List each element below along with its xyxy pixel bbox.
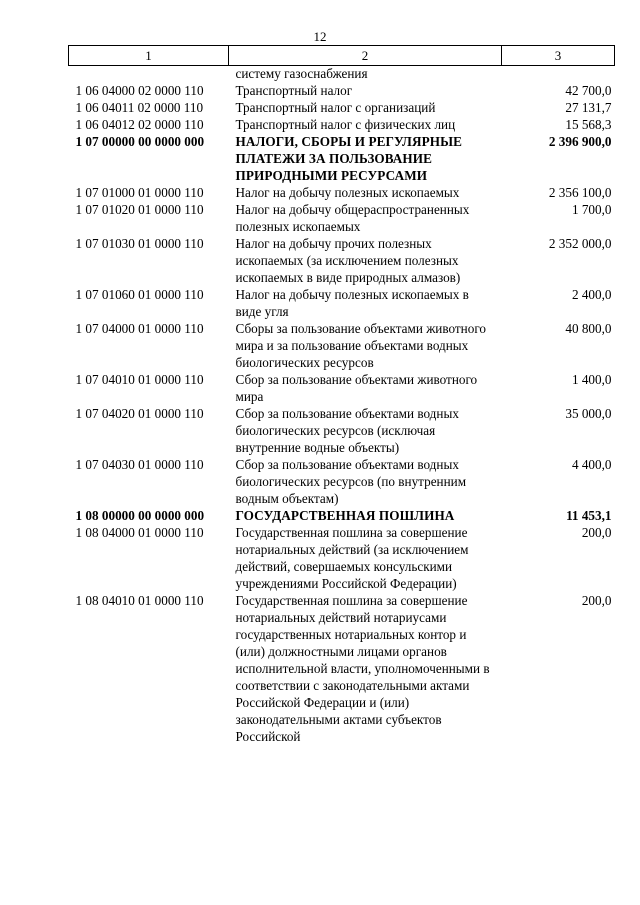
table-row	[69, 99, 615, 116]
row-code-cell: 1 07 04000 01 0000 110	[75, 321, 204, 336]
row-name-cell: НАЛОГИ, СБОРЫ И РЕГУЛЯРНЫЕ ПЛАТЕЖИ ЗА ПОЛЬЗОВАНИЕ ПРИРОДНЫМИ РЕСУРСАМИ	[235, 134, 463, 183]
column-header-code: 1	[69, 46, 229, 66]
row-amount-cell	[502, 66, 615, 83]
table-row	[69, 116, 615, 133]
row-code-cell: 1 07 00000 00 0000 000	[75, 134, 205, 149]
row-name-cell: Государственная пошлина за совершение нотариальных действий нотариусами государственных нотариальных контор и (или) должностными лицами органов исполнительной власти, уполномоченными в соответствии с законодательными актами Российской Федерации и (или) законодательными актами субъектов Российской	[235, 593, 490, 744]
table-header-row	[69, 46, 615, 66]
row-code-cell: 1 08 04010 01 0000 110	[75, 593, 204, 608]
row-name-cell: Налог на добычу полезных ископаемых	[235, 185, 460, 200]
row-amount-cell: 42 700,0	[565, 83, 612, 98]
table-row	[69, 524, 615, 592]
row-code-cell: 1 07 01060 01 0000 110	[75, 287, 204, 302]
row-amount-cell: 1 400,0	[571, 372, 612, 387]
table-row	[69, 82, 615, 99]
row-name-cell: Транспортный налог с физических лиц	[235, 117, 456, 132]
row-code-cell: 1 06 04011 02 0000 110	[75, 100, 204, 115]
table-row	[69, 66, 615, 83]
row-name-cell: ГОСУДАРСТВЕННАЯ ПОШЛИНА	[235, 508, 455, 523]
row-amount-cell: 11 453,1	[566, 508, 612, 523]
row-name-cell: систему газоснабжения	[235, 66, 368, 81]
row-name-cell: Налог на добычу полезных ископаемых в виде угля	[235, 287, 469, 319]
row-code-cell: 1 07 01020 01 0000 110	[75, 202, 204, 217]
budget-revenue-table	[68, 45, 615, 745]
row-amount-cell: 4 400,0	[571, 457, 612, 472]
row-name-cell: Сборы за пользование объектами животного мира и за пользование объектами водных биологических ресурсов	[235, 321, 487, 370]
row-name-cell: Налог на добычу общераспространенных полезных ископаемых	[235, 202, 470, 234]
table-row	[69, 405, 615, 456]
row-name-cell: Сбор за пользование объектами водных биологических ресурсов (исключая внутренние водные объекты)	[235, 406, 459, 455]
row-code-cell: 1 07 01000 01 0000 110	[75, 185, 204, 200]
row-code-cell: 1 08 00000 00 0000 000	[75, 508, 205, 523]
row-name-cell: Сбор за пользование объектами водных биологических ресурсов (по внутренним водным объектам)	[235, 457, 467, 506]
row-amount-cell: 2 356 100,0	[548, 185, 612, 200]
column-header-amount: 3	[502, 46, 615, 66]
row-amount-cell: 15 568,3	[565, 117, 612, 132]
row-amount-cell: 1 700,0	[571, 202, 612, 217]
row-amount-cell: 2 396 900,0	[548, 134, 612, 149]
table-row	[69, 456, 615, 507]
table-row	[69, 371, 615, 405]
row-name-cell: Транспортный налог с организаций	[235, 100, 436, 115]
row-code-cell	[69, 66, 229, 83]
row-code-cell: 1 08 04000 01 0000 110	[75, 525, 204, 540]
page-number: 12	[313, 29, 327, 44]
row-code-cell: 1 07 01030 01 0000 110	[75, 236, 204, 251]
row-amount-cell: 40 800,0	[565, 321, 612, 336]
table-row	[69, 133, 615, 184]
row-code-cell: 1 07 04020 01 0000 110	[75, 406, 204, 421]
row-code-cell: 1 07 04030 01 0000 110	[75, 457, 204, 472]
row-name-cell: Транспортный налог	[235, 83, 353, 98]
row-amount-cell: 200,0	[581, 593, 612, 608]
table-row	[69, 592, 615, 745]
row-amount-cell: 35 000,0	[565, 406, 612, 421]
table-row	[69, 507, 615, 524]
row-code-cell: 1 06 04000 02 0000 110	[75, 83, 204, 98]
row-name-cell: Сбор за пользование объектами животного мира	[235, 372, 478, 404]
column-header-name: 2	[229, 46, 502, 66]
row-name-cell: Налог на добычу прочих полезных ископаемых (за исключением полезных ископаемых в виде природных алмазов)	[235, 236, 461, 285]
row-code-cell: 1 06 04012 02 0000 110	[75, 117, 204, 132]
table-row	[69, 235, 615, 286]
table-row	[69, 320, 615, 371]
row-amount-cell: 2 400,0	[571, 287, 612, 302]
row-amount-cell: 27 131,7	[565, 100, 612, 115]
table-row	[69, 201, 615, 235]
row-amount-cell: 2 352 000,0	[548, 236, 612, 251]
row-code-cell: 1 07 04010 01 0000 110	[75, 372, 204, 387]
table-row	[69, 286, 615, 320]
row-name-cell: Государственная пошлина за совершение нотариальных действий (за исключением действий, совершаемых консульскими учреждениями Российской Федерации)	[235, 525, 469, 591]
row-amount-cell: 200,0	[581, 525, 612, 540]
table-row	[69, 184, 615, 201]
